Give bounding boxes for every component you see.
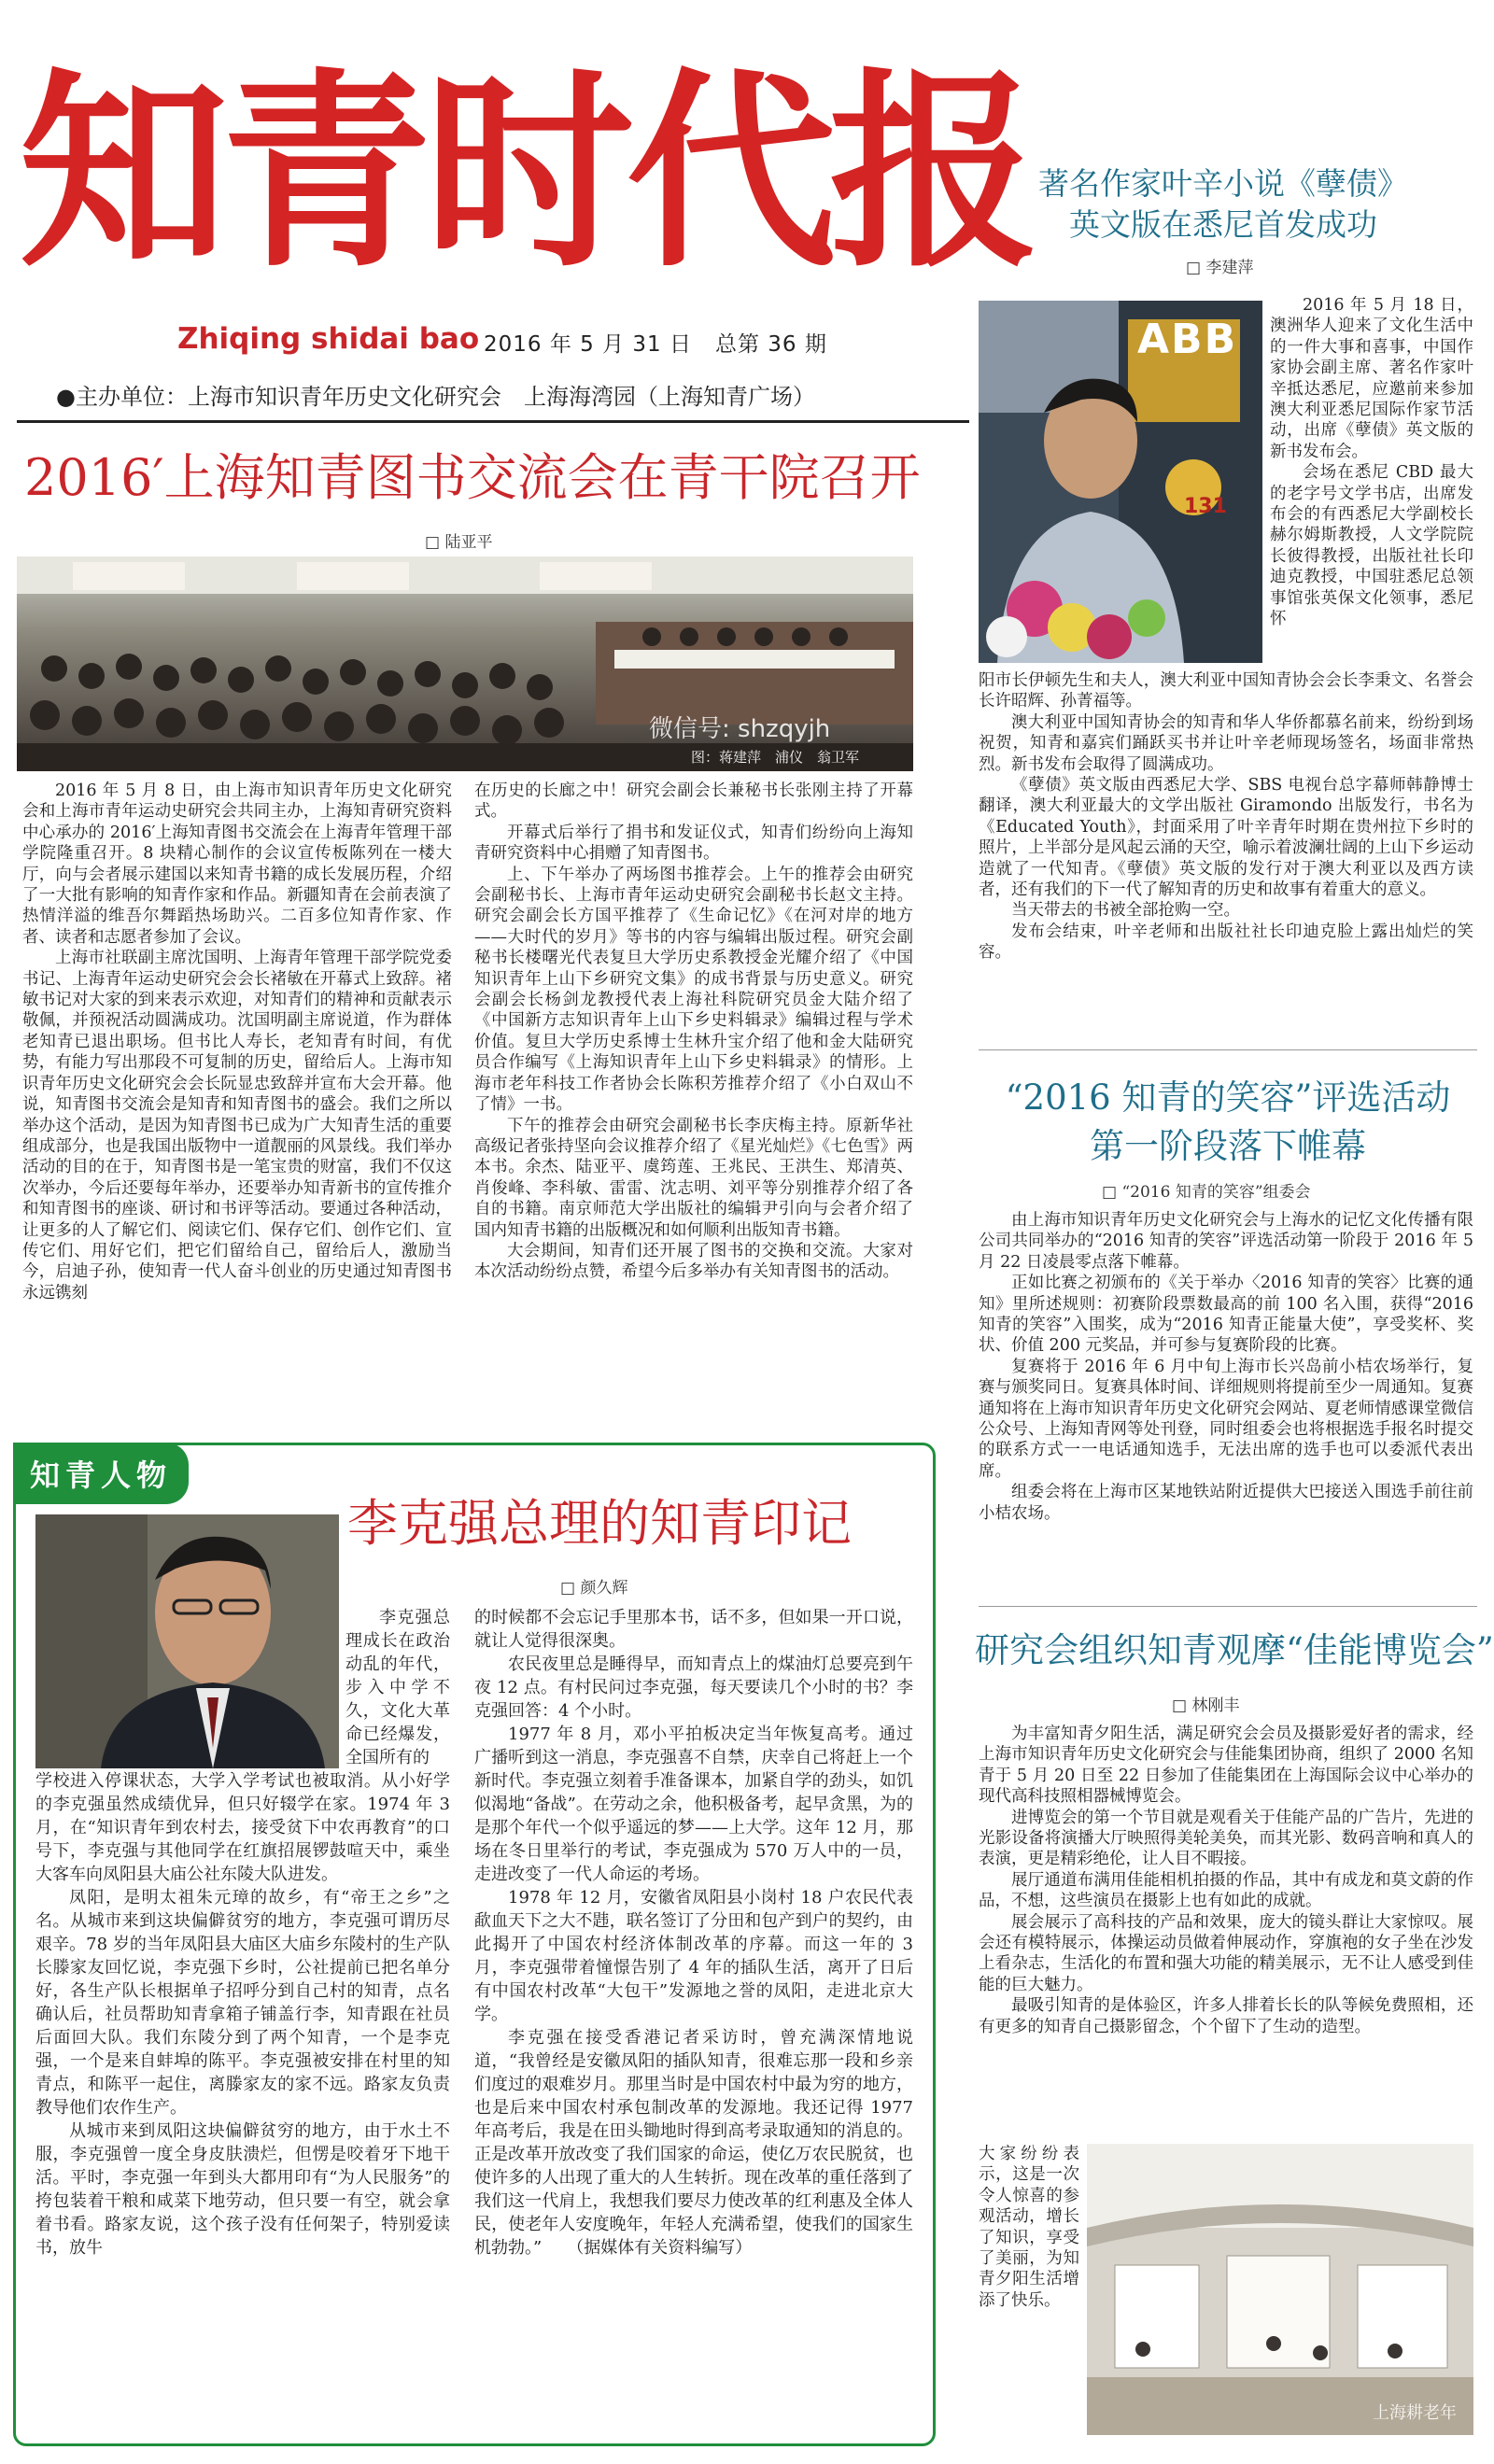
section-tab-person: 知青人物	[13, 1443, 189, 1504]
top-article-col2	[474, 781, 913, 1283]
paragraph: 的时候都不会忘记手里那本书，话不多，但如果一开口说，就让人觉得很深奥。	[474, 1608, 913, 1651]
right-divider-1	[979, 1049, 1477, 1050]
paragraph: 农民夜里总是睡得早，而知青点上的煤油灯总要亮到午夜 12 点。有村民问过李克强，每天要读几个小时的书？李克强回答：4 个小时。	[474, 1654, 913, 1721]
ye-full-text	[979, 670, 1473, 964]
paragraph: 发布会结束，叶辛老师和出版社社长印迪克脸上露出灿烂的笑容。	[979, 922, 1473, 963]
ye-headline-line2: 英文版在悉尼首发成功	[1069, 206, 1377, 243]
dateline	[484, 327, 827, 358]
top-article-byline: □ 陆亚平	[425, 533, 493, 552]
paragraph: 学校进入停课状态，大学入学考试也被取消。从小好学的李克强虽然成绩优异，但只好辍学在家。1974 年 3 月，在“知识青年到农村去，接受贫下中农再教育”的口号下，李克强与其他同学在红旗招展锣鼓喧天中，乘坐大客车向凤阳县大庙公社东陵大队进发。	[35, 1771, 450, 1884]
paragraph: 1977 年 8 月，邓小平拍板决定当年恢复高考。通过广播听到这一消息，李克强喜不自禁，庆幸自己将赶上一个新时代。李克强立刻着手准备课本，加紧自学的劲头，如饥似渴地“备战”。在劳动之余，他积极备考，起早贪黑，为的是那个年代一个似乎遥远的梦——上大学。这年 12 月，那场在冬日里举行的考试，李克强成为 570 万人中的一员，走进改变了一代人命运的考场。	[474, 1725, 913, 1884]
paragraph: 从城市来到凤阳这块偏僻贫穷的地方，由于水土不服，李克强曾一度全身皮肤溃烂，但愣是咬着牙下地干活。平时，李克强一年到头大都用印有“为人民服务”的挎包装着干粮和咸菜下地劳动，但只要一有空，就会拿着书看。路家友说，这个孩子没有任何架子，特别爱读书，放牛	[35, 2121, 450, 2258]
li-article-headline: 李克强总理的知青印记	[347, 1494, 852, 1553]
expo-photo-watermark: 上海耕老年	[1373, 2403, 1457, 2423]
paragraph: 展厅通道布满用佳能相机拍摄的作品，其中有成龙和莫文蔚的作品，不想，这些演员在摄影上也有如此的成就。	[979, 1870, 1473, 1911]
paragraph: 会场在悉尼 CBD 最大的老字号文学书店，出席发布会的有西悉尼大学副校长赫尔姆斯教授，人文学院院长彼得教授，出版社社长印迪克教授，中国驻悉尼总领事馆张英保文化领事，悉尼怀	[1270, 463, 1473, 629]
paragraph: 大会期间，知青们还开展了图书的交换和交流。大家对本次活动纷纷点赞，希望今后多举办有关知青图书的活动。	[474, 1241, 913, 1282]
smile-headline-line1: “2016 知青的笑容”评选活动	[1005, 1077, 1451, 1118]
paragraph: 《孽债》英文版由西悉尼大学、SBS 电视台总字幕师韩静博士翻译，澳大利亚最大的文学出版社 Giramondo 出版发行，书名为《Educated Youth》，封面采用了叶辛青年时期在贵州拉下乡时的照片，上半部分是风起云涌的天空，喻示着波澜壮阔的上山下乡运动造就了一代知青。《孽债》英文版的发行对于澳大利亚以及西方读者，还有我们的下一代了解知青的历史和故事有着重大的意义。	[979, 776, 1473, 900]
canon-article-byline: □ 林刚丰	[1172, 1697, 1240, 1715]
paragraph: 凤阳，是明太祖朱元璋的故乡，有“帝王之乡”之名。从城市来到这块偏僻贫穷的地方，李克强可谓历尽艰辛。78 岁的当年凤阳县大庙区大庙乡东陵村的生产队长滕家友回忆说，李克强下乡时，公社提前已把名单分好，各生产队长根据单子招呼分到自己村的知青，点名确认后，社员帮助知青拿箱子铺盖行李，知青跟在社员后面回大队。我们东陵分到了两个知青，一个是李克强，一个是来自蚌埠的陈平。李克强被安排在村里的知青点，和陈平一起住，离滕家友的家不远。路家友负责教导他们农作生产。	[35, 1888, 450, 2118]
masthead-rule	[17, 420, 969, 423]
smile-article-headline	[971, 1074, 1485, 1171]
paragraph: 展会展示了高科技的产品和效果，庞大的镜头群让大家惊叹。展会还有模特展示，体操运动员做着伸展动作，穿旗袍的女子坐在沙发上看杂志，生活化的布置和强大功能的精美展示，无不让人感受到佳能的巨大魅力。	[979, 1912, 1473, 1994]
photo-watermark: 微信号: shzqyjh	[649, 715, 831, 743]
top-article-headline: 2016′上海知青图书交流会在青干院召开	[24, 448, 921, 507]
right-divider-2	[979, 1606, 1477, 1607]
top-article-col1	[22, 781, 452, 1303]
ye-headline-line1: 著名作家叶辛小说《孽债》	[1038, 165, 1408, 202]
paragraph: 2016 年 5 月 8 日，由上海市知识青年历史文化研究会和上海市青年运动史研究会共同主办，上海知青研究资料中心承办的 2016′上海知青图书交流会在上海青年管理干部学院隆重召开。8 块精心制作的会议宣传板陈列在一楼大厅，向与会者展示建国以来知青书籍的成长发展历程，介绍了一大批有影响的知青作家和作品。新疆知青在会前表演了热情洋溢的维吾尔舞蹈热场助兴。二百多位知青作家、作者、读者和志愿者参加了会议。	[22, 781, 452, 947]
smile-article-byline: □ “2016 知青的笑容”组委会	[1102, 1183, 1311, 1202]
expo-photo	[1087, 2144, 1473, 2435]
ye-article-byline: □ 李建萍	[1186, 259, 1254, 277]
smile-text	[979, 1210, 1473, 1524]
paragraph: 进博览会的第一个节目就是观看关于佳能产品的广告片，先进的光影设备将演播大厅映照得美轮美奂，而其光影、数码音响和真人的表演，更是精彩绝伦，让人目不暇接。	[979, 1808, 1473, 1869]
paragraph: 复赛将于 2016 年 6 月中旬上海市长兴岛前小桔农场举行，复赛与颁奖同日。复赛具体时间、详细规则将提前至少一周通知。复赛通知将在上海市知识青年历史文化研究会网站、夏老师情感课堂微信公众号、上海知青网等处刊登，同时组委会也将根据选手报名时提交的联系方式一一电话通知选手，无法出席的选手也可以委派代表出席。	[979, 1357, 1473, 1481]
book-number: 131	[1184, 495, 1227, 518]
smile-headline-line2: 第一阶段落下帷幕	[1090, 1126, 1366, 1166]
expo-photo-art	[1087, 2144, 1473, 2435]
paragraph: 2016 年 5 月 18 日，澳洲华人迎来了文化生活中的一件大事和喜事，中国作家协会副主席、著名作家叶辛抵达悉尼，应邀前来参加澳大利亚悉尼国际作家节活动，出席《孽债》英文版的新书发布会。	[1270, 296, 1473, 461]
paragraph: 开幕式后举行了捐书和发证仪式，知青们纷纷向上海知青研究资料中心捐赠了知青图书。	[474, 823, 913, 864]
paragraph: 1978 年 12 月，安徽省凤阳县小岗村 18 户农民代表歃血天下之大不韪，联名签订了分田和包产到户的契约，由此揭开了中国农村经济体制改革的序幕。而这一年的 3 月，李克强带着憧憬告别了 4 年的插队生活，离开了日后有中国农村改革“大包干”发源地之誉的凤阳，走进北京大学。	[474, 1888, 913, 2024]
li-col1	[35, 1769, 450, 2260]
masthead-pinyin: Zhiqing shidai bao	[177, 322, 480, 356]
portrait-photo	[35, 1514, 339, 1768]
ye-wrap-text	[1270, 295, 1473, 630]
canon-wrap-text: 大家纷纷表示，这是一次令人惊喜的参观活动，增长了知识，享受了美丽，为知青夕阳生活增添了快乐。	[979, 2145, 1079, 2310]
li-col2	[474, 1606, 913, 2260]
canon-text	[979, 1724, 1473, 2037]
photo-caption: 图：蒋建萍 浦仪 翁卫军	[691, 749, 860, 766]
li-article-byline: □ 颜久辉	[560, 1579, 628, 1598]
issue-number: 总第 36 期	[714, 332, 827, 357]
paragraph: 上、下午举办了两场图书推荐会。上午的推荐会由研究会副秘书长、上海市青年运动史研究会副秘书长赵文主持。研究会副会长方国平推荐了《生命记忆》《在河对岸的地方——大时代的岁月》等书的内容与编辑出版过程。研究会副秘书长楼曙光代表复旦大学历史系教授金光耀介绍了《中国知识青年上山下乡研究文集》的成书背景与历史意义。研究会副会长杨剑龙教授代表上海社科院研究员金大陆介绍了《中国新方志知识青年上山下乡史料辑录》编辑过程与学术价值。复旦大学历史系博士生林升宝介绍了他和金大陆研究员合作编写《上海知识青年上山下乡史料辑录》的情形。上海市老年科技工作者协会长陈积芳推荐介绍了《小白双山不了情》一书。	[474, 865, 913, 1115]
paragraph: 由上海市知识青年历史文化研究会与上海水的记忆文化传播有限公司共同举办的“2016 知青的笑容”评选活动第一阶段于 2016 年 5 月 22 日凌晨零点落下帷幕。	[979, 1211, 1473, 1272]
canon-article-headline: 研究会组织知青观摩“佳能博览会”	[975, 1630, 1494, 1670]
paragraph: 为丰富知青夕阳生活，满足研究会会员及摄影爱好者的需求，经上海市知识青年历史文化研究会与佳能集团协商，组织了 2000 名知青于 5 月 20 日至 22 日参加了佳能集团在上海国际会议中心举办的现代高科技照相器械博览会。	[979, 1725, 1473, 1807]
paragraph: 组委会将在上海市区某地铁站附近提供大巴接送入围选手前往前小桔农场。	[979, 1483, 1473, 1523]
host-line: ●主办单位：上海市知识青年历史文化研究会 上海海湾园（上海知青广场）	[56, 384, 815, 410]
paragraph: 最吸引知青的是体验区，许多人排着长长的队等候免费照相，还有更多的知青自己摄影留念，个个留下了生动的造型。	[979, 1996, 1473, 2036]
issue-date: 2016 年 5 月 31 日	[484, 332, 692, 357]
paragraph: 李克强在接受香港记者采访时，曾充满深情地说道，“我曾经是安徽凤阳的插队知青，很难忘那一段和乡亲们度过的艰难岁月。那里当时是中国农村中最为穷的地方，也是后来中国农村承包制改革的发源地。我还记得 1977 年高考后，我是在田头锄地时得到高考录取通知的消息的。正是改革开放改变了我们国家的命运，使亿万农民脱贫，也使许多的人出现了重大的人生转折。现在改革的重任落到了我们这一代肩上，我想我们要尽力使改革的红利惠及全体人民，使老年人安度晚年，年轻人充满希望，使我们的国家生机勃勃。” （据媒体有关资料编写）	[474, 2028, 913, 2258]
portrait-photo-art	[35, 1514, 339, 1768]
paragraph: 下午的推荐会由研究会副秘书长李庆梅主持。原新华社高级记者张持坚向会议推荐介绍了《星光灿烂》《七色雪》两本书。余杰、陆亚平、虞筠莲、王兆民、王洪生、郑清英、肖俊峰、李科敏、雷雷、沈志明、刘平等分别推荐介绍了各自的书籍。南京师范大学出版社的编辑尹引向与会者介绍了国内知青书籍的出版概况和如何顺利出版知青书籍。	[474, 1116, 913, 1240]
li-wrap-paragraph: 李克强总理成长在政治动乱的年代，步入中学不久，文化大革命已经爆发，全国所有的	[345, 1608, 450, 1767]
book-badge: ABB	[1137, 316, 1238, 363]
paragraph: 在历史的长廊之中！研究会副会长兼秘书长张刚主持了开幕式。	[474, 781, 913, 822]
paragraph: 澳大利亚中国知青协会的知青和华人华侨都慕名前来，纷纷到场祝贺，知青和嘉宾们踊跃买书并让叶辛老师现场签名，场面非常热烈。新书发布会取得了圆满成功。	[979, 712, 1473, 774]
paragraph: 正如比赛之初颁布的《关于举办〈2016 知青的笑容〉比赛的通知》里所述规则：初赛阶段票数最高的前 100 名入围，获得“2016 知青的笑容”入围奖，成为“2016 知青正能量大使”，享受奖杯、奖状、价值 200 元奖品，并可参与复赛阶段的比赛。	[979, 1274, 1473, 1356]
masthead-title: 知青时代报	[19, 49, 1032, 296]
paragraph: 上海市社联副主席沈国明、上海青年管理干部学院党委书记、上海青年运动史研究会会长褚敏在开幕式上致辞。褚敏书记对大家的到来表示欢迎，对知青们的精神和贡献表示敬佩，并预祝活动圆满成功。沈国明副主席说道，作为群体老知青已退出职场。但书比人寿长，老知青有时间，有优势，有能力写出那段不可复制的历史，留给后人。上海市知识青年历史文化研究会会长阮显忠致辞并宣布大会开幕。他说，知青图书交流会是知青和知青图书的盛会。我们之所以举办这个活动，是因为知青图书已成为广大知青生活的重要组成部分，也是我国出版物中一道靓丽的风景线。我们举办活动的目的在于，知青图书是一笔宝贵的财富，我们不仅这次举办，今后还要每年举办，还要举办知青新书的宣传推介和知青图书的座谈、研讨和书评等活动。要通过各种活动，让更多的人了解它们、阅读它们、保存它们、创作它们、宣传它们、用好它们，把它们留给自己，留给后人，激励当今，启迪子孙，使知青一代人奋斗创业的历史通过知青图书永远镌刻	[22, 949, 452, 1302]
paragraph: 阳市长伊顿先生和夫人，澳大利亚中国知青协会会长李秉文、名誉会长许昭辉、孙菁福等。	[979, 671, 1473, 711]
paragraph: 当天带去的书被全部抢购一空。	[1011, 901, 1240, 921]
ye-article-headline	[962, 163, 1485, 246]
